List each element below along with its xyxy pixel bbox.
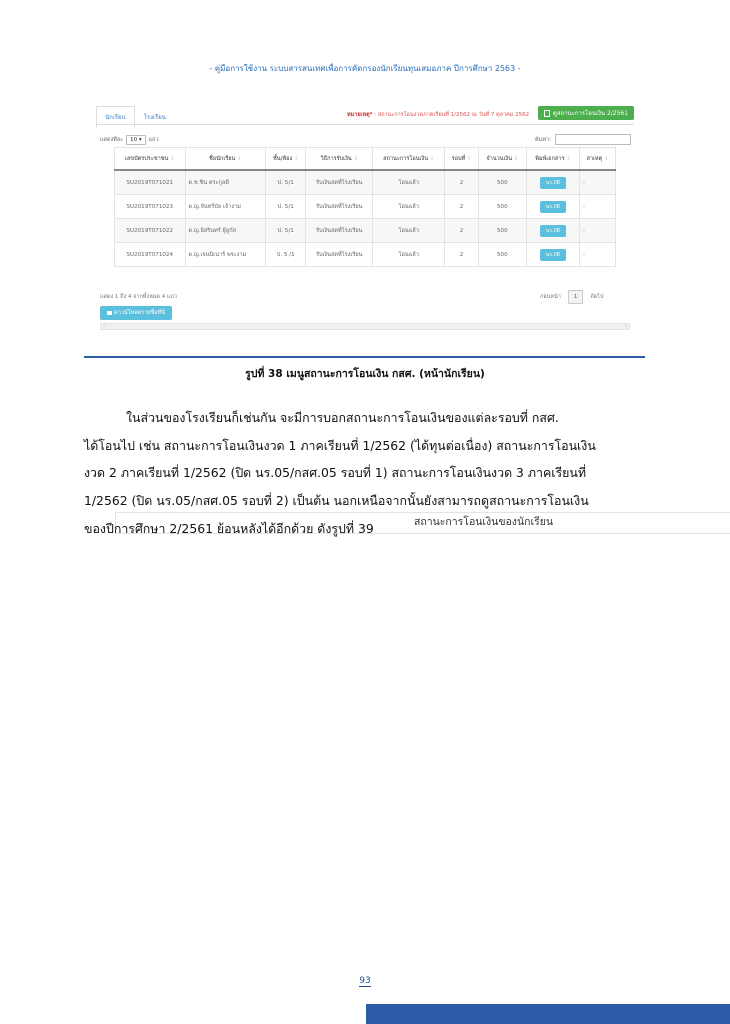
cell-round: 2	[445, 219, 478, 243]
search-input[interactable]	[555, 134, 631, 145]
view-transfer-status-button[interactable]	[538, 106, 634, 120]
cell-amount: 500	[478, 219, 526, 243]
paragraph-line: 1/2562 (ปิด นร.05/กสศ.05 รอบที่ 2) เป็นต้น นอกเหนือจากนั้นยังสามารถดูสถานะการโอนเงิน	[84, 493, 589, 509]
tab-school[interactable]: โรงเรียน	[143, 114, 166, 121]
column-header-amount[interactable]: จำนวนเงิน ⇕	[478, 148, 526, 171]
sort-icon: ⇕	[467, 155, 472, 162]
transfer-note	[347, 111, 529, 119]
column-header-class[interactable]: ชั้น/ห้อง ⇕	[266, 148, 306, 171]
paragraph-line: ในส่วนของโรงเรียนก็เช่นกัน จะมีการบอกสถานะการโอนเงินของแต่ละรอบที่ กสศ.	[126, 410, 559, 425]
page-length-select[interactable]: 10 ▾	[126, 135, 146, 145]
cell-id: SU2019T071022	[115, 219, 186, 243]
page-number: 93	[359, 976, 371, 986]
cell-amount: 500	[478, 195, 526, 219]
cell-class: ป. 5/1	[266, 219, 306, 243]
next-page-button[interactable]: ถัดไป	[590, 294, 604, 300]
cell-method: รับเงินสดที่โรงเรียน	[306, 170, 373, 195]
cell-status: โอนแล้ว	[372, 219, 444, 243]
table-row	[115, 219, 616, 243]
cell-reason: -	[579, 243, 615, 267]
cell-method: รับเงินสดที่โรงเรียน	[306, 243, 373, 267]
note-label: หมายเหตุ*	[347, 112, 373, 118]
cell-round: 2	[445, 195, 478, 219]
download-list-button[interactable]	[100, 306, 172, 320]
cell-reason: -	[579, 195, 615, 219]
print-document-button[interactable]: นร.08	[540, 225, 566, 237]
search-label: ค้นหา:	[535, 136, 552, 143]
figure-caption: รูปที่ 38 เมนูสถานะการโอนเงิน กสศ. (หน้านักเรียน)	[245, 368, 485, 380]
cell-document	[527, 170, 580, 195]
cell-round: 2	[445, 170, 478, 195]
cell-id: SU2019T071023	[115, 195, 186, 219]
cell-amount: 500	[478, 170, 526, 195]
sort-icon: ⇕	[294, 155, 299, 162]
tab-divider	[96, 124, 634, 125]
column-header-status[interactable]: สถานะการโอนเงิน ⇕	[372, 148, 444, 171]
column-header-round[interactable]: รอบที่ ⇕	[445, 148, 478, 171]
paragraph-line: งวด 2 ภาคเรียนที่ 1/2562 (ปิด นร.05/กสศ.05 รอบที่ 1) สถานะการโอนเงินงวด 3 ภาคเรียนที่	[84, 465, 587, 481]
sort-icon: ⇕	[430, 155, 435, 162]
pagination	[540, 290, 604, 304]
cell-class: ป. 5 /1	[266, 243, 306, 267]
cell-method: รับเงินสดที่โรงเรียน	[306, 219, 373, 243]
download-list-label: ดาวน์โหลดรายชื่อที่นี่	[114, 310, 165, 316]
print-icon	[107, 311, 112, 315]
column-header-id[interactable]: เลขบัตรประชาชน ⇕	[115, 148, 186, 171]
prev-page-button[interactable]: ก่อนหน้า	[540, 294, 561, 300]
horizontal-scrollbar[interactable]	[100, 323, 630, 330]
print-document-button[interactable]: นร.08	[540, 201, 566, 213]
column-header-reason[interactable]: สาเหตุ ⇕	[579, 148, 615, 171]
document-header: - คู่มือการใช้งาน ระบบสารสนเทศเพื่อการคัดกรองนักเรียนทุนเสมอภาค ปีการศึกษา 2563 -	[209, 64, 521, 73]
sort-icon: ⇕	[566, 155, 571, 162]
print-document-button[interactable]: นร.08	[540, 249, 566, 261]
cell-status: โอนแล้ว	[372, 243, 444, 267]
sort-icon: ⇕	[353, 155, 358, 162]
table-row	[115, 195, 616, 219]
cell-name: ด.ญ.จันทร์บัล เจ้างาม	[185, 195, 266, 219]
cell-class: ป. 5/1	[266, 195, 306, 219]
column-header-method[interactable]: วิธีการรับเงิน ⇕	[306, 148, 373, 171]
table-caption: สถานะการโอนเงินของนักเรียน	[115, 512, 730, 534]
body-paragraph	[84, 404, 645, 543]
cell-document	[527, 195, 580, 219]
column-header-document[interactable]: พิมพ์เอกสาร ⇕	[527, 148, 580, 171]
spreadsheet-icon	[544, 110, 550, 117]
cell-id: SU2019T071021	[115, 170, 186, 195]
paragraph-line: ของปีการศึกษา 2/2561 ย้อนหลังได้อีกด้วย ดังรูปที่ 39	[84, 520, 374, 536]
cell-name: ด.ช.ชิน ตระกูลดี	[185, 170, 266, 195]
figure-rule	[84, 356, 645, 358]
table-row	[115, 243, 616, 267]
cell-reason: -	[579, 170, 615, 195]
cell-document	[527, 243, 580, 267]
sort-icon: ⇕	[170, 155, 175, 162]
page-length-control	[100, 135, 159, 145]
show-prefix: แสดงทีละ	[100, 137, 124, 143]
sort-icon: ⇕	[604, 155, 609, 162]
table-info: แสดง 1 ถึง 4 จากทั้งหมด 4 แถว	[100, 294, 177, 300]
cell-amount: 500	[478, 243, 526, 267]
paragraph-line: ได้โอนไป เช่น สถานะการโอนเงินงวด 1 ภาคเรียนที่ 1/2562 (ได้ทุนต่อเนื่อง) สถานะการโอนเงิน	[84, 437, 596, 453]
column-header-name[interactable]: ชื่อนักเรียน ⇕	[185, 148, 266, 171]
cell-id: SU2019T071024	[115, 243, 186, 267]
tab-students[interactable]: นักเรียน	[96, 106, 135, 128]
note-text: : สถานะการโอนงวดภาคเรียนที่ 1/2562 ณ วันที่ 7 ตุลาคม 2562	[374, 112, 530, 118]
sort-icon: ⇕	[237, 155, 242, 162]
cell-class: ป. 5/1	[266, 170, 306, 195]
search-control	[535, 134, 631, 145]
table-row	[115, 170, 616, 195]
footer-bar	[366, 1004, 730, 1024]
cell-name: ด.ญ.อิสรินทร์ ผู้ลูกัส	[185, 219, 266, 243]
cell-reason: -	[579, 219, 615, 243]
view-transfer-status-label: ดูสถานะการโอนเงิน 2/2561	[552, 110, 629, 117]
cell-round: 2	[445, 243, 478, 267]
sort-icon: ⇕	[514, 155, 519, 162]
show-suffix: แถว	[148, 137, 159, 143]
print-document-button[interactable]: นร.08	[540, 177, 566, 189]
cell-status: โอนแล้ว	[372, 195, 444, 219]
page-length-value: 10	[130, 137, 138, 143]
scroll-left-icon[interactable]: ‹	[103, 323, 105, 329]
cell-status: โอนแล้ว	[372, 170, 444, 195]
cell-name: ด.ญ.เจนนิเนาร์ พระงาม	[185, 243, 266, 267]
scroll-right-icon[interactable]: ›	[625, 323, 627, 329]
cell-document	[527, 219, 580, 243]
cell-method: รับเงินสดที่โรงเรียน	[306, 195, 373, 219]
page-1-button[interactable]: 1	[568, 290, 584, 304]
